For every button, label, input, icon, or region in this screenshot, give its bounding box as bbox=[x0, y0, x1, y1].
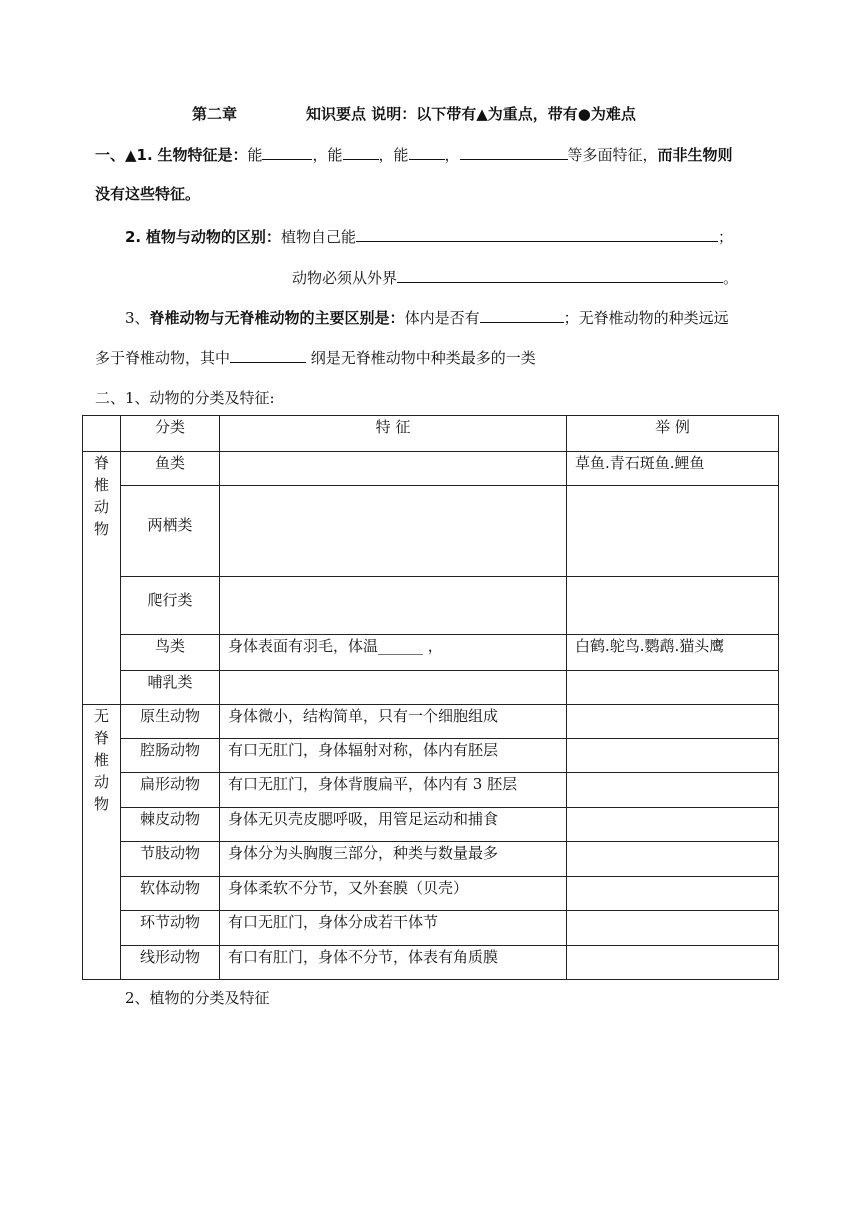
row-feature bbox=[220, 671, 567, 705]
table-row bbox=[83, 635, 779, 671]
blank-field bbox=[397, 266, 723, 283]
row-feature: 有口无肛门，身体背腹扁平，体内有 3 胚层 bbox=[220, 773, 567, 808]
row-feature bbox=[220, 452, 567, 486]
row-feature: 身体柔软不分节，又外套膜（贝壳） bbox=[220, 877, 567, 911]
section1-line2: 没有这些特征。 bbox=[95, 185, 201, 203]
item3-text1: 体内是否有 bbox=[404, 309, 480, 327]
chapter-title: 第二章 bbox=[192, 105, 238, 123]
text-sep: ， bbox=[444, 146, 460, 164]
table-header-cell: 举 例 bbox=[567, 416, 779, 452]
table-row bbox=[83, 773, 779, 808]
text-tail: 而非生物则 bbox=[657, 146, 733, 164]
row-example bbox=[567, 577, 779, 635]
table-row bbox=[83, 577, 779, 635]
row-example bbox=[567, 946, 779, 980]
row-name: 环节动物 bbox=[121, 911, 220, 946]
text-can2: ，能 bbox=[312, 146, 343, 164]
blank-field bbox=[230, 346, 306, 363]
row-name: 爬行类 bbox=[121, 577, 220, 635]
table-row bbox=[83, 739, 779, 773]
table-row bbox=[83, 452, 779, 486]
item3-num: 3、 bbox=[125, 309, 150, 327]
item2-line1 bbox=[125, 225, 733, 248]
text-can3: ，能 bbox=[378, 146, 409, 164]
item2-num: 2. bbox=[125, 228, 142, 246]
row-feature bbox=[220, 486, 567, 577]
row-name: 鸟类 bbox=[121, 635, 220, 671]
invertebrate-group-label: 无 脊 椎 动 物 bbox=[83, 705, 121, 980]
row-feature bbox=[220, 577, 567, 635]
section1-label: 生物特征是： bbox=[157, 146, 248, 164]
row-example bbox=[567, 911, 779, 946]
row-name: 节肢动物 bbox=[121, 842, 220, 877]
animal-classification-table bbox=[82, 415, 779, 980]
row-feature: 身体微小，结构简单，只有一个细胞组成 bbox=[220, 705, 567, 739]
row-feature: 身体分为头胸腹三部分，种类与数量最多 bbox=[220, 842, 567, 877]
item2-label: 植物与动物的区别： bbox=[145, 228, 281, 246]
row-name: 软体动物 bbox=[121, 877, 220, 911]
table-header-cell: 分类 bbox=[121, 416, 220, 452]
section1-prefix: 一、▲1. bbox=[95, 146, 153, 164]
table-row bbox=[83, 671, 779, 705]
blank-field bbox=[409, 143, 445, 160]
row-feature: 有口有肛门，身体不分节，体表有角质膜 bbox=[220, 946, 567, 980]
page-subtitle: 知识要点 说明：以下带有▲为重点，带有●为难点 bbox=[306, 105, 636, 123]
row-example: 草鱼.青石斑鱼.鲤鱼 bbox=[567, 452, 779, 486]
item3-line2b: 纲是无脊椎动物中种类最多的一类 bbox=[310, 349, 536, 367]
row-name: 鱼类 bbox=[121, 452, 220, 486]
table-row bbox=[83, 705, 779, 739]
table-row bbox=[83, 486, 779, 577]
blank-field bbox=[480, 306, 564, 323]
row-example bbox=[567, 842, 779, 877]
row-example bbox=[567, 773, 779, 808]
item2-plant-end: ； bbox=[717, 228, 733, 246]
item2-animal-end: 。 bbox=[723, 269, 739, 287]
row-feature: 身体无贝壳皮腮呼吸，用管足运动和捕食 bbox=[220, 808, 567, 842]
row-name: 两栖类 bbox=[121, 486, 220, 577]
row-name: 棘皮动物 bbox=[121, 808, 220, 842]
item2-plant: 植物自己能 bbox=[280, 228, 356, 246]
item3-text2: ；无脊椎动物的种类远远 bbox=[563, 309, 729, 327]
item3-line1 bbox=[125, 306, 729, 329]
row-example bbox=[567, 705, 779, 739]
vertebrate-group-label: 脊 椎 动 物 bbox=[83, 452, 121, 705]
blank-field bbox=[356, 225, 718, 242]
table-header-row bbox=[83, 416, 779, 452]
section2-heading: 二、1、动物的分类及特征: bbox=[95, 389, 275, 407]
row-name: 腔肠动物 bbox=[121, 739, 220, 773]
table-header-empty bbox=[83, 416, 121, 452]
row-feature: 有口无肛门，身体辐射对称，体内有胚层 bbox=[220, 739, 567, 773]
table-row bbox=[83, 842, 779, 877]
item2-animal: 动物必须从外界 bbox=[292, 269, 398, 287]
item3-label: 脊椎动物与无脊椎动物的主要区别是： bbox=[149, 309, 405, 327]
table-row bbox=[83, 911, 779, 946]
row-example bbox=[567, 486, 779, 577]
item3-line2 bbox=[95, 346, 536, 369]
row-name: 哺乳类 bbox=[121, 671, 220, 705]
row-example bbox=[567, 808, 779, 842]
section1-line1 bbox=[95, 143, 733, 166]
row-example: 白鹤.鸵鸟.鹦鹉.猫头鹰 bbox=[567, 635, 779, 671]
row-name: 线形动物 bbox=[121, 946, 220, 980]
row-example bbox=[567, 671, 779, 705]
item2-line2 bbox=[292, 266, 738, 289]
table-header-cell: 特 征 bbox=[220, 416, 567, 452]
blank-field bbox=[343, 143, 379, 160]
text-multi: 等多面特征， bbox=[567, 146, 658, 164]
row-name: 扁形动物 bbox=[121, 773, 220, 808]
item3-line2a: 多于脊椎动物，其中 bbox=[95, 349, 231, 367]
row-feature: 有口无肛门，身体分成若干体节 bbox=[220, 911, 567, 946]
row-example bbox=[567, 739, 779, 773]
row-feature: 身体表面有羽毛，体温______ ， bbox=[220, 635, 567, 671]
blank-field bbox=[262, 143, 312, 160]
text-can1: 能 bbox=[247, 146, 263, 164]
blank-field bbox=[460, 143, 568, 160]
row-example bbox=[567, 877, 779, 911]
table-row bbox=[83, 946, 779, 980]
row-name: 原生动物 bbox=[121, 705, 220, 739]
section2-footer: 2、植物的分类及特征 bbox=[125, 989, 270, 1007]
table-row bbox=[83, 877, 779, 911]
table-row bbox=[83, 808, 779, 842]
